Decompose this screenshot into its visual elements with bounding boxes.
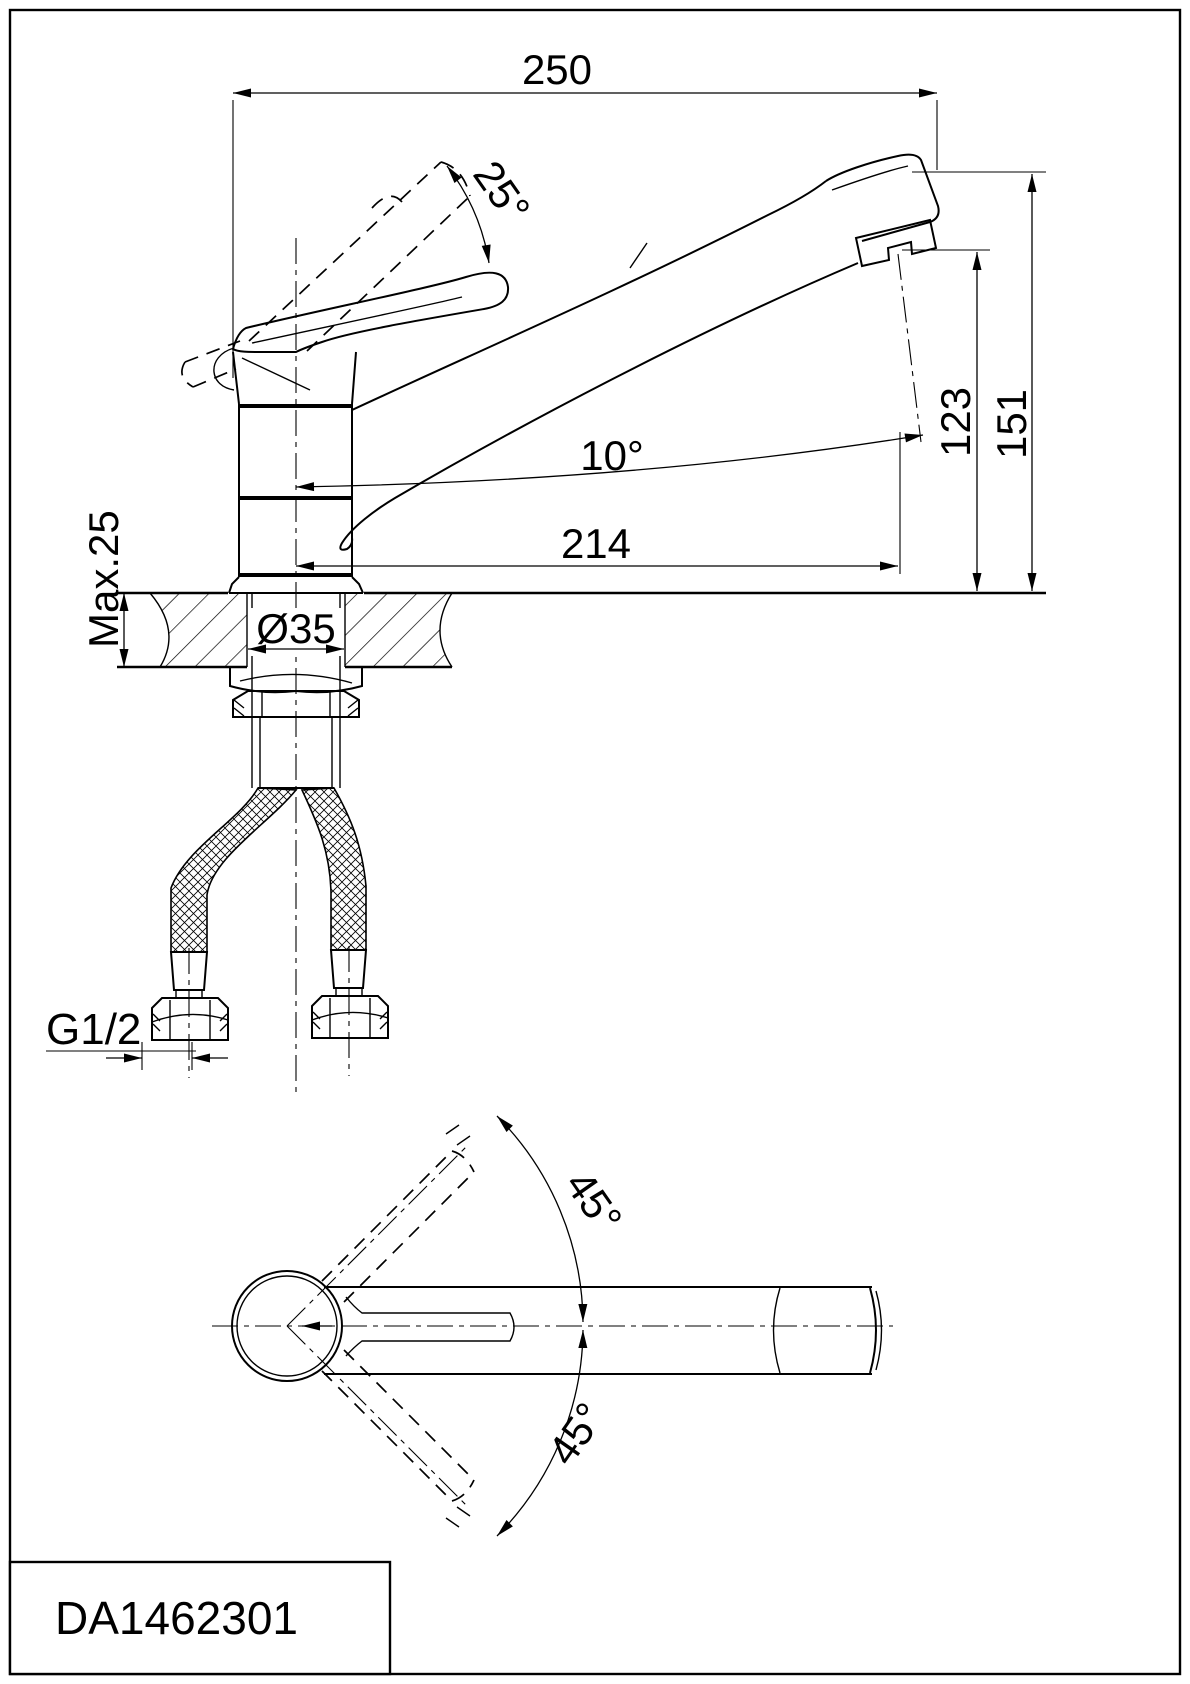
model-number: DA1462301: [55, 1592, 298, 1644]
faucet-handle-raised-dashed: [182, 162, 470, 387]
total-height-label: 151: [988, 388, 1035, 460]
dimension-swivel-down: [497, 1330, 614, 1536]
dimension-overall-reach: [233, 46, 937, 378]
dimension-outlet-height: [902, 250, 990, 591]
dimension-total-height: [912, 172, 1046, 591]
overall-reach-label: 250: [521, 46, 593, 93]
spout-angle-label: 10°: [580, 432, 644, 479]
faucet-handle: [214, 273, 508, 390]
faucet-side-view: [46, 46, 1046, 1096]
hole-diameter-label: Ø35: [256, 605, 336, 652]
dimension-swivel-up: [497, 1116, 631, 1322]
outlet-reach-label: 214: [560, 520, 632, 567]
counter-thickness-label: Max.25: [80, 510, 127, 648]
swivel-down-label: 45°: [538, 1394, 614, 1474]
swivel-up-label: 45°: [556, 1162, 632, 1242]
title-block: [10, 1562, 390, 1674]
faucet-spout: [340, 155, 938, 550]
spout-plan: [324, 1287, 882, 1374]
supply-hoses: [152, 788, 388, 1078]
dimension-handle-angle: [447, 152, 539, 263]
dimension-counter-thickness: [80, 510, 127, 667]
faucet-top-view: [212, 1116, 893, 1536]
handle-angle-label: 25°: [464, 152, 540, 232]
handle-up-45-dashed: [287, 1125, 474, 1326]
dimension-spout-angle: [296, 254, 923, 487]
handle-down-45-dashed: [287, 1326, 474, 1527]
thread-label: G1/2: [46, 1005, 142, 1054]
outlet-height-label: 123: [932, 386, 979, 458]
